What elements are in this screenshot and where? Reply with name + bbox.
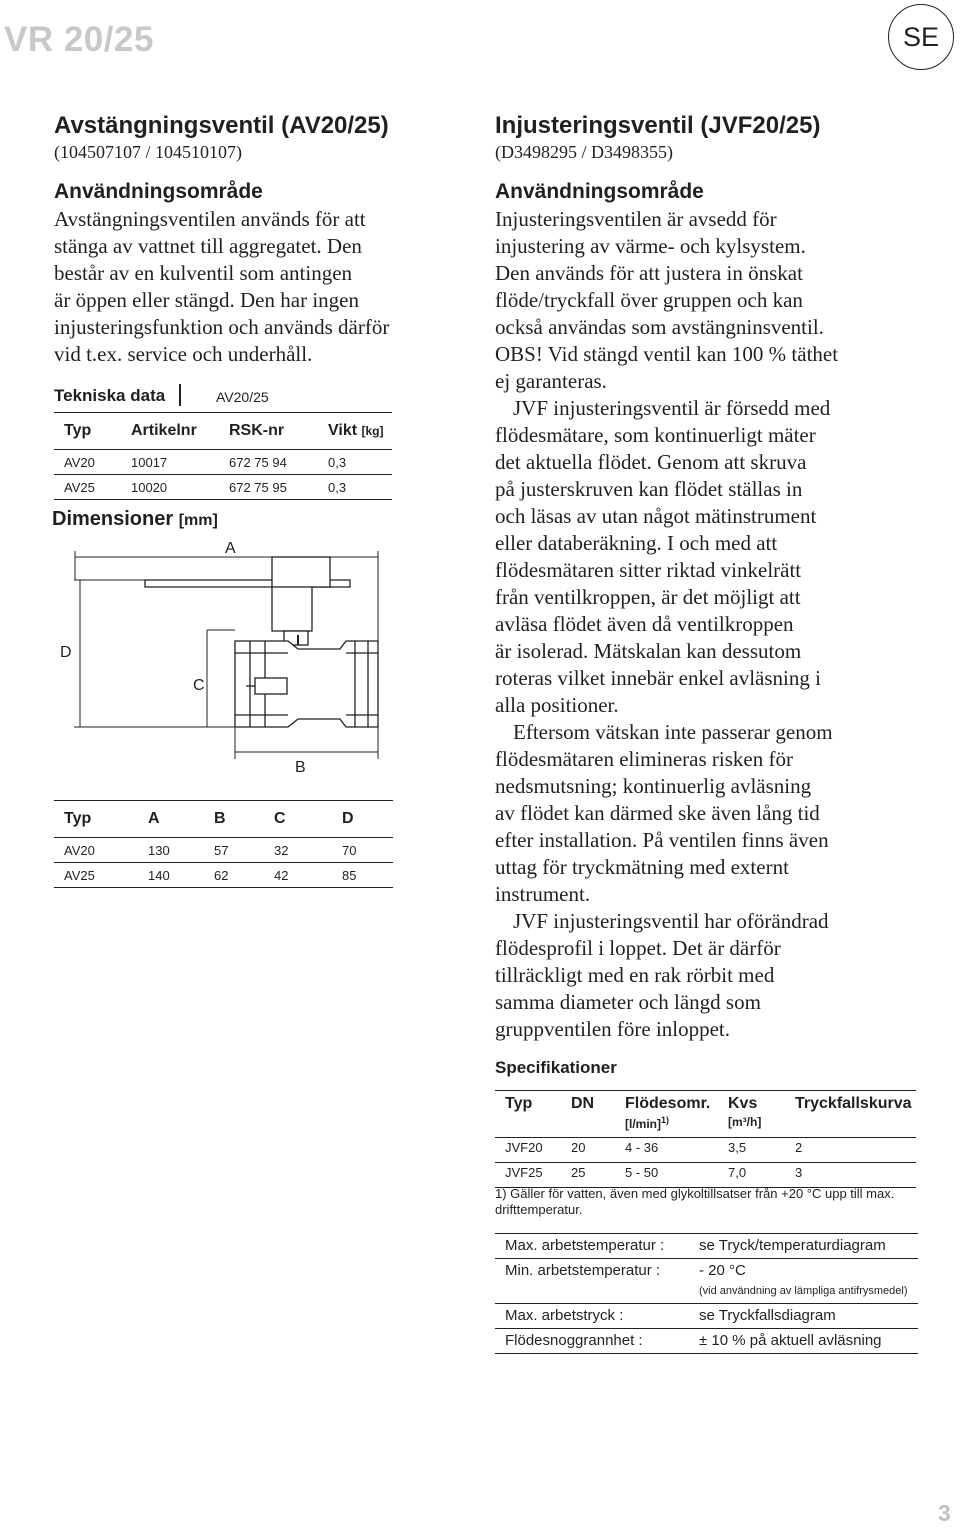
tech-data-label: Tekniska data xyxy=(54,386,166,405)
dimension-label-b: B xyxy=(295,759,306,775)
table-header-row: Typ DN Flödesomr. $[l/\min]^{1)}$ Kvs [m³/h] Tryckfallskurva xyxy=(495,1091,916,1138)
jvf-usage-text: Injusteringsventilen är avsedd för injustering av värme- och kylsystem. Den används för att justera in önskat flöde/tryckfall över gruppen och kan också användas som avstängninsventil. OBS! Vid stängd ventil kan 100 % täthet ej garanteras. JVF injusteringsventil är försedd med flödesmätare, som kontinuerligt mäter det aktuella flödet. Genom att skruva på justerskruven kan flödet ställas in och läsas av utan något mätinstrument eller databeräkning. I och med att flödesmätaren sitter riktad vinkelrätt från ventilkroppen, är det möjligt att avläsa flödet även då ventilkroppen är isolerad. Mätskalan kan dessutom roteras vilket innebär enkel avläsning i alla positioner. Eftersom vätskan inte passerar genom flödesmätaren elimineras risken för nedsmutsning; kontinuerlig avläsning av flödet kan därmed ske även lång tid efter installation. På ventilen finns även uttag för tryckmätning med externt instrument. JVF injusteringsventil har oförändrad flödesprofil i loppet. Det är därför tillräckligt med en rak rörbit med samma diameter och längd som gruppventilen före inloppet. xyxy=(495,207,839,1041)
table-row: AV20 10017 672 75 94 0,3 xyxy=(54,450,392,475)
av-usage-heading: Användningsområde xyxy=(54,180,263,203)
table-row: AV25 10020 672 75 95 0,3 xyxy=(54,475,392,500)
table-header-row: Typ A B C D xyxy=(54,801,393,838)
document-title: VR 20/25 xyxy=(4,20,154,59)
table-row: Max. arbetstryck : se Tryckfallsdiagram xyxy=(495,1304,918,1329)
table-row: JVF25 25 5 - 50 7,0 3 xyxy=(495,1163,916,1188)
table-row: Max. arbetstemperatur : se Tryck/temperaturdiagram xyxy=(495,1234,918,1259)
spec-title: Specifikationer xyxy=(495,1058,617,1077)
av-title: Avstängningsventil (AV20/25) xyxy=(54,112,389,139)
tech-data-model: AV20/25 xyxy=(216,389,269,405)
jvf-usage-heading: Användningsområde xyxy=(495,180,704,203)
language-badge: SE xyxy=(888,4,954,70)
jvf-codes: (D3498295 / D3498355) xyxy=(495,142,673,162)
table-header-row: Typ Artikelnr RSK-nr Vikt [kg] xyxy=(54,413,392,450)
valve-drawing xyxy=(50,535,395,775)
jvf-title: Injusteringsventil (JVF20/25) xyxy=(495,112,821,139)
spec-footnote: 1) Gäller för vatten, även med glykoltillsatser från +20 °C upp till max. drifttemperatur. xyxy=(495,1186,895,1217)
table-row: JVF20 20 4 - 36 3,5 2 xyxy=(495,1138,916,1163)
dimension-label-a: A xyxy=(225,540,236,557)
page-number: 3 xyxy=(938,1500,951,1526)
divider-bar xyxy=(179,384,181,406)
valve-body xyxy=(145,557,378,727)
av-codes: (104507107 / 104510107) xyxy=(54,142,242,162)
table-row: Min. arbetstemperatur : - 20 °C (vid användning av lämpliga antifrysmedel) xyxy=(495,1259,918,1304)
conditions-table xyxy=(495,1233,918,1354)
av-usage-text: Avstängningsventilen används för att stänga av vattnet till aggregatet. Den består av en kulventil som antingen är öppen eller stängd. Den har ingen injusteringsfunktion och används därför vid t.ex. service och underhåll. xyxy=(54,207,390,366)
dimension-label-c: C xyxy=(193,677,205,694)
dimension-label-d: D xyxy=(60,644,72,661)
spec-table xyxy=(495,1090,916,1188)
dimensions-table xyxy=(54,800,393,888)
table-row: Flödesnoggrannhet : ± 10 % på aktuell avläsning xyxy=(495,1329,918,1354)
dimensions-title: Dimensioner [mm] xyxy=(52,508,218,530)
table-row: AV20 130 57 32 70 xyxy=(54,838,393,863)
tech-data-table xyxy=(54,412,392,500)
table-row: AV25 140 62 42 85 xyxy=(54,863,393,888)
